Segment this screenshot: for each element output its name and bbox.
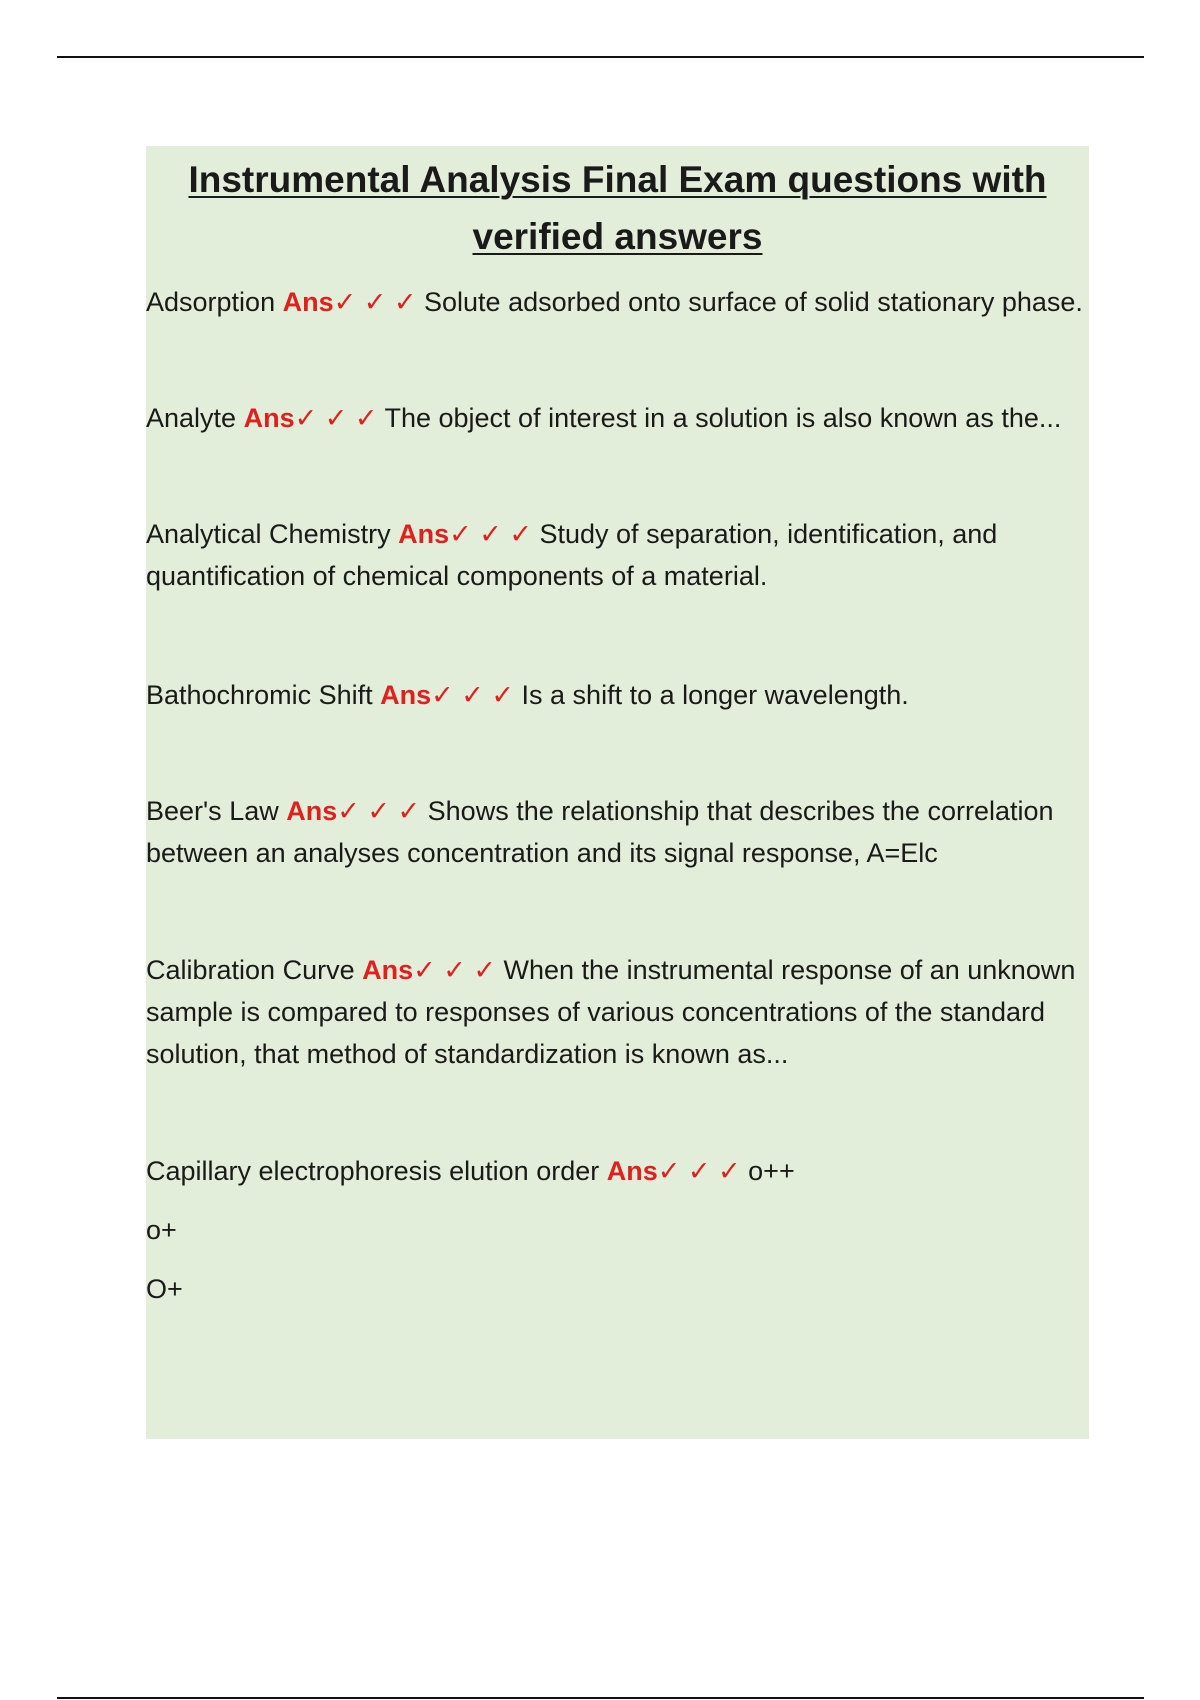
list-item bbox=[146, 513, 1089, 597]
definition: Is a shift to a longer wavelength. bbox=[521, 680, 909, 710]
definition: o++ bbox=[748, 1156, 795, 1186]
check-marks: ✓ ✓ ✓ bbox=[449, 519, 532, 549]
check-marks: ✓ ✓ ✓ bbox=[413, 955, 496, 985]
definition: When the instrumental response of an unknown sample is compared to responses of various concentrations of the standard solution, that method of standardization is known as... bbox=[146, 955, 1076, 1069]
term: Analyte bbox=[146, 403, 237, 433]
definition: Study of separation, identification, and quantification of chemical components of a material. bbox=[146, 519, 998, 591]
check-marks: ✓ ✓ ✓ bbox=[431, 680, 515, 710]
term: Adsorption bbox=[146, 287, 276, 317]
answer-marker: Ans bbox=[606, 1156, 658, 1186]
continuation-line: o+ bbox=[146, 1215, 177, 1245]
term: Beer's Law bbox=[146, 796, 279, 826]
continuation-line: O+ bbox=[146, 1274, 183, 1304]
term: Calibration Curve bbox=[146, 955, 355, 985]
term: Capillary electrophoresis elution order bbox=[146, 1156, 600, 1186]
answer-marker: Ans bbox=[380, 680, 432, 710]
page-title: Instrumental Analysis Final Exam questions with verified answers bbox=[188, 159, 1047, 257]
answer-marker: Ans bbox=[286, 796, 338, 826]
list-item bbox=[146, 674, 1089, 716]
footer-rule bbox=[57, 1697, 1144, 1699]
list-item bbox=[146, 790, 1089, 874]
answer-marker: Ans bbox=[243, 403, 295, 433]
header-rule bbox=[57, 56, 1144, 58]
definition: Shows the relationship that describes the correlation between an analyses concentration and its signal response, A=Elc bbox=[146, 796, 1054, 868]
answer-marker: Ans bbox=[362, 955, 414, 985]
answer-marker: Ans bbox=[398, 519, 450, 549]
list-item bbox=[146, 397, 1089, 439]
entry-list bbox=[146, 281, 1089, 1310]
definition: The object of interest in a solution is also known as the... bbox=[384, 403, 1062, 433]
check-marks: ✓ ✓ ✓ bbox=[657, 1156, 741, 1186]
term: Bathochromic Shift bbox=[146, 680, 373, 710]
check-marks: ✓ ✓ ✓ bbox=[337, 796, 421, 826]
document-body bbox=[146, 146, 1089, 1439]
list-item bbox=[146, 1150, 1089, 1192]
answer-marker: Ans bbox=[282, 287, 334, 317]
list-item bbox=[146, 281, 1089, 323]
check-marks: ✓ ✓ ✓ bbox=[294, 403, 378, 433]
list-item bbox=[146, 949, 1089, 1075]
check-marks: ✓ ✓ ✓ bbox=[333, 287, 417, 317]
definition: Solute adsorbed onto surface of solid stationary phase. bbox=[424, 287, 1083, 317]
term: Analytical Chemistry bbox=[146, 519, 391, 549]
